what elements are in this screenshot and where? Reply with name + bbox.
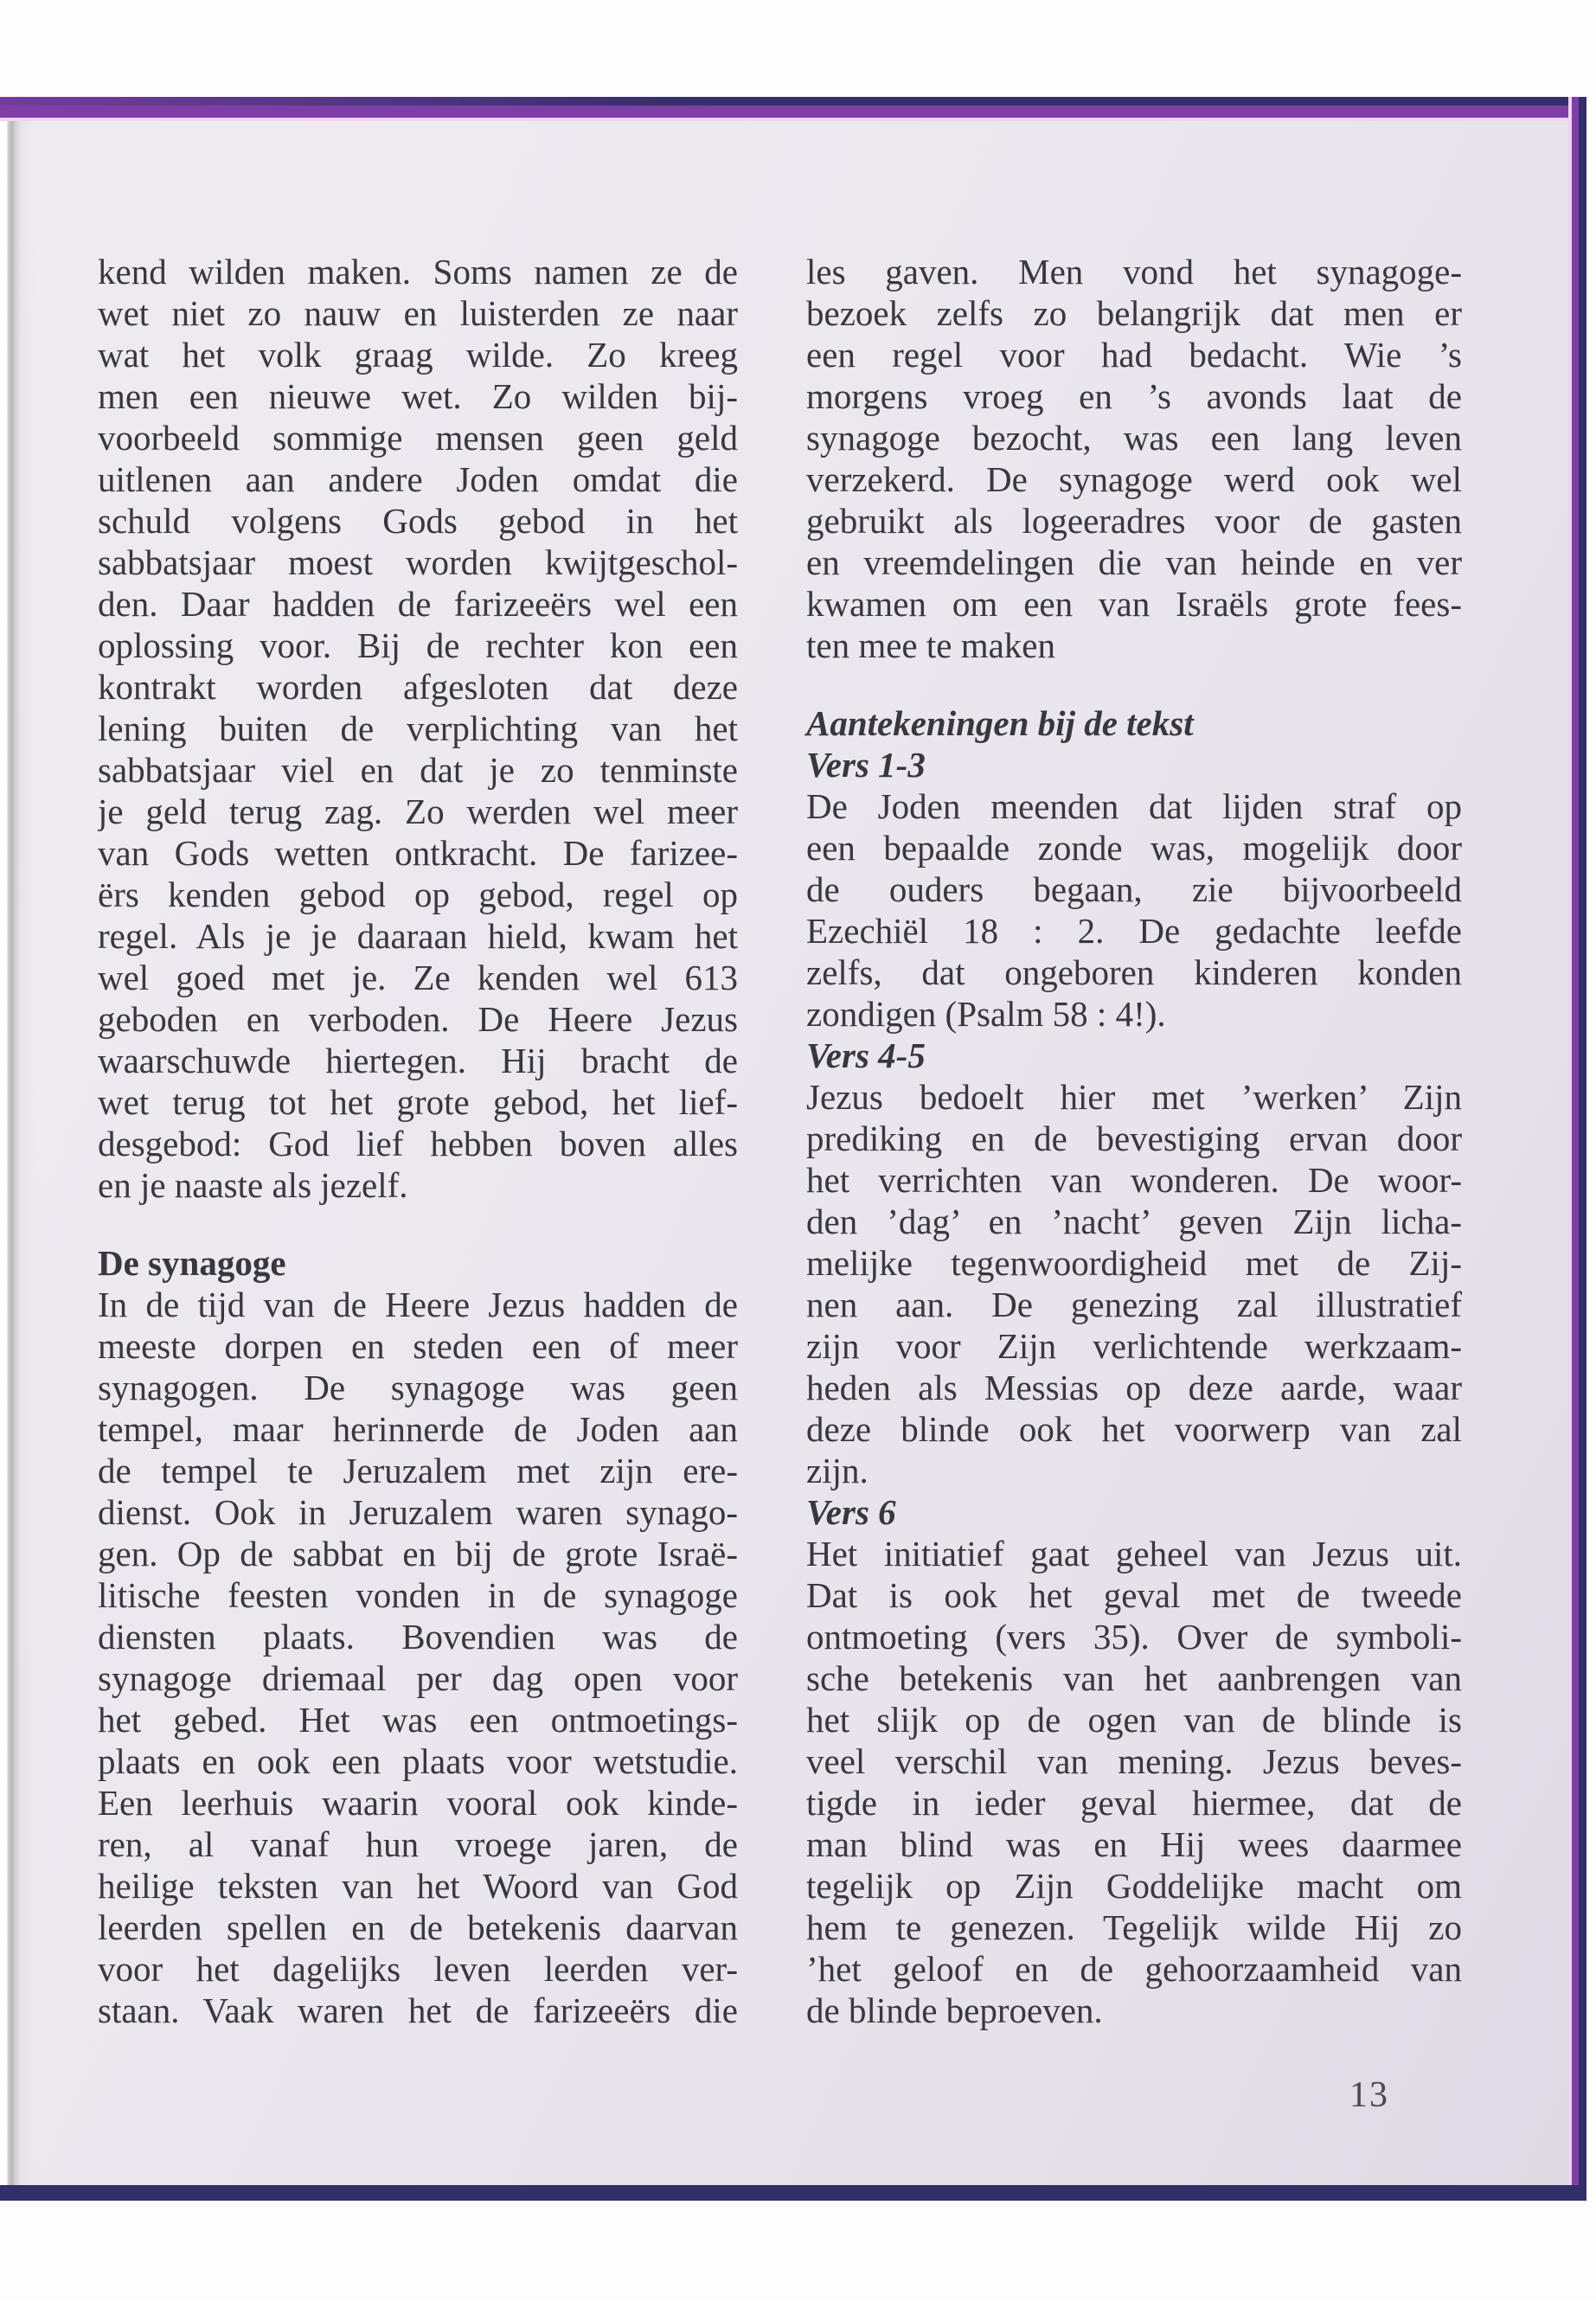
- text-line: zelfs, dat ongeboren kinderen konden: [806, 952, 1462, 992]
- text-line: men een nieuwe wet. Zo wilden bij-: [98, 376, 738, 416]
- cover-top-taper: [0, 97, 714, 106]
- text-line: wel goed met je. Ze kenden wel 613: [98, 958, 738, 997]
- text-line: zondigen (Psalm 58 : 4!).: [806, 994, 1166, 1034]
- text-line: van Gods wetten ontkracht. De farizee-: [98, 833, 738, 873]
- text-line: en vreemdelingen die van heinde en ver: [806, 542, 1462, 582]
- text-line: sche betekenis van het aanbrengen van: [806, 1658, 1462, 1698]
- text-line: diensten plaats. Bovendien was de: [98, 1617, 738, 1657]
- text-line: en je naaste als jezelf.: [98, 1165, 408, 1205]
- section-heading: Vers 1-3: [806, 745, 926, 785]
- text-line: les gaven. Men vond het synagoge-: [806, 252, 1462, 292]
- text-line: voorbeeld sommige mensen geen geld: [98, 418, 738, 458]
- paragraph: [806, 1076, 1462, 1491]
- text-line: leerden spellen en de betekenis daarvan: [98, 1907, 738, 1947]
- text-line: regel. Als je je daaraan hield, kwam het: [98, 916, 738, 956]
- text-line: Het initiatief gaat geheel van Jezus uit.: [806, 1534, 1462, 1574]
- text-line: synagoge bezocht, was een lang leven: [806, 418, 1462, 458]
- text-line: gebruikt als logeeradres voor de gasten: [806, 501, 1462, 541]
- text-line: ërs kenden gebod op gebod, regel op: [98, 875, 738, 914]
- text-line: de ouders begaan, zie bijvoorbeeld: [806, 869, 1462, 909]
- text-line: litische feesten vonden in de synagoge: [98, 1575, 738, 1615]
- book-cover-right-edge: [1568, 97, 1586, 2201]
- text-line: wet terug tot het grote gebod, het lief-: [98, 1082, 738, 1122]
- text-line: ontmoeting (vers 35). Over de symboli-: [806, 1617, 1462, 1657]
- text-line: zijn.: [806, 1451, 869, 1490]
- text-line: Een leerhuis waarin vooral ook kinde-: [98, 1783, 738, 1823]
- paragraph: [806, 1533, 1462, 2031]
- text-line: kwamen om een van Israëls grote fees-: [806, 584, 1462, 624]
- text-line: hem te genezen. Tegelijk wilde Hij zo: [806, 1907, 1462, 1947]
- text-line: synagogen. De synagoge was geen: [98, 1368, 738, 1407]
- text-line: tigde in ieder geval hiermee, dat de: [806, 1783, 1462, 1823]
- text-line: een regel voor had bedacht. Wie ’s: [806, 335, 1462, 375]
- text-line: voor het dagelijks leven leerden ver-: [98, 1949, 738, 1989]
- text-line: ren, al vanaf hun vroege jaren, de: [98, 1824, 738, 1864]
- text-line: zijn voor Zijn verlichtende werkzaam-: [806, 1326, 1462, 1366]
- text-line: tegelijk op Zijn Goddelijke macht om: [806, 1866, 1462, 1906]
- text-line: man blind was en Hij wees daarmee: [806, 1824, 1462, 1864]
- text-line: De Joden meenden dat lijden straf op: [806, 786, 1462, 826]
- text-line: uitlenen aan andere Joden omdat die: [98, 459, 738, 499]
- text-line: prediking en de bevestiging ervan door: [806, 1118, 1462, 1158]
- text-line: Dat is ook het geval met de tweede: [806, 1575, 1462, 1615]
- page-left-edge-shadow: [0, 121, 35, 2185]
- text-line: het verrichten van wonderen. De woor-: [806, 1160, 1462, 1200]
- text-line: desgebod: God lief hebben boven alles: [98, 1124, 738, 1163]
- text-line: ten mee te maken: [806, 625, 1056, 665]
- text-line: veel verschil van mening. Jezus beves-: [806, 1741, 1462, 1781]
- paragraph: [98, 251, 738, 1206]
- text-line: morgens vroeg en ’s avonds laat de: [806, 376, 1462, 416]
- text-line: schuld volgens Gods gebod in het: [98, 501, 738, 541]
- text-line: wat het volk graag wilde. Zo kreeg: [98, 335, 738, 375]
- left-text-column: [98, 251, 738, 2031]
- text-line: tempel, maar herinnerde de Joden aan: [98, 1409, 738, 1449]
- paragraph: [806, 251, 1462, 666]
- text-line: sabbatsjaar viel en dat je zo tenminste: [98, 750, 738, 790]
- text-line: In de tijd van de Heere Jezus hadden de: [98, 1285, 738, 1324]
- text-line: wet niet zo nauw en luisterden ze naar: [98, 293, 738, 333]
- text-line: het slijk op de ogen van de blinde is: [806, 1700, 1462, 1740]
- text-line: je geld terug zag. Zo werden wel meer: [98, 792, 738, 831]
- text-line: oplossing voor. Bij de rechter kon een: [98, 625, 738, 665]
- text-line: bezoek zelfs zo belangrijk dat men er: [806, 293, 1462, 333]
- page-number: 13: [1349, 2075, 1389, 2115]
- text-line: heden als Messias op deze aarde, waar: [806, 1368, 1462, 1407]
- text-line: den. Daar hadden de farizeeërs wel een: [98, 584, 738, 624]
- text-line: Ezechiël 18 : 2. De gedachte leefde: [806, 911, 1462, 951]
- text-line: verzekerd. De synagoge werd ook wel: [806, 459, 1462, 499]
- text-line: gen. Op de sabbat en bij de grote Israë-: [98, 1534, 738, 1574]
- text-line: meeste dorpen en steden een of meer: [98, 1326, 738, 1366]
- text-line: de tempel te Jeruzalem met zijn ere-: [98, 1451, 738, 1490]
- text-line: sabbatsjaar moest worden kwijtgeschol-: [98, 542, 738, 582]
- text-line: ’het geloof en de gehoorzaamheid van: [806, 1949, 1462, 1989]
- section-heading: Vers 6: [806, 1492, 896, 1532]
- section-heading: Aantekeningen bij de tekst: [806, 703, 1194, 743]
- book-cover-bottom-edge: [0, 2185, 1586, 2201]
- text-line: de blinde beproeven.: [806, 1990, 1103, 2030]
- text-line: het gebed. Het was een ontmoetings-: [98, 1700, 738, 1740]
- right-text-column: [806, 251, 1462, 2031]
- text-line: waarschuwde hiertegen. Hij bracht de: [98, 1041, 738, 1080]
- text-line: staan. Vaak waren het de farizeeërs die: [98, 1990, 738, 2030]
- text-line: Jezus bedoelt hier met ’werken’ Zijn: [806, 1077, 1462, 1117]
- text-line: lening buiten de verplichting van het: [98, 708, 738, 748]
- text-line: een bepaalde zonde was, mogelijk door: [806, 828, 1462, 868]
- text-line: kend wilden maken. Soms namen ze de: [98, 252, 738, 292]
- section-heading: De synagoge: [98, 1243, 286, 1283]
- text-line: plaats en ook een plaats voor wetstudie.: [98, 1741, 738, 1781]
- text-line: deze blinde ook het voorwerp van zal: [806, 1409, 1462, 1449]
- text-line: dienst. Ook in Jeruzalem waren synago-: [98, 1492, 738, 1532]
- book-cover-top-edge: [0, 97, 1586, 121]
- text-line: den ’dag’ en ’nacht’ geven Zijn licha-: [806, 1202, 1462, 1241]
- text-line: melijke tegenwoordigheid met de Zij-: [806, 1243, 1462, 1283]
- text-line: geboden en verboden. De Heere Jezus: [98, 999, 738, 1039]
- text-line: nen aan. De genezing zal illustratief: [806, 1285, 1462, 1324]
- text-line: heilige teksten van het Woord van God: [98, 1866, 738, 1906]
- paragraph: [806, 785, 1462, 1035]
- paragraph: [98, 1284, 738, 2031]
- text-line: synagoge driemaal per dag open voor: [98, 1658, 738, 1698]
- text-line: kontrakt worden afgesloten dat deze: [98, 667, 738, 707]
- section-heading: Vers 4-5: [806, 1035, 926, 1075]
